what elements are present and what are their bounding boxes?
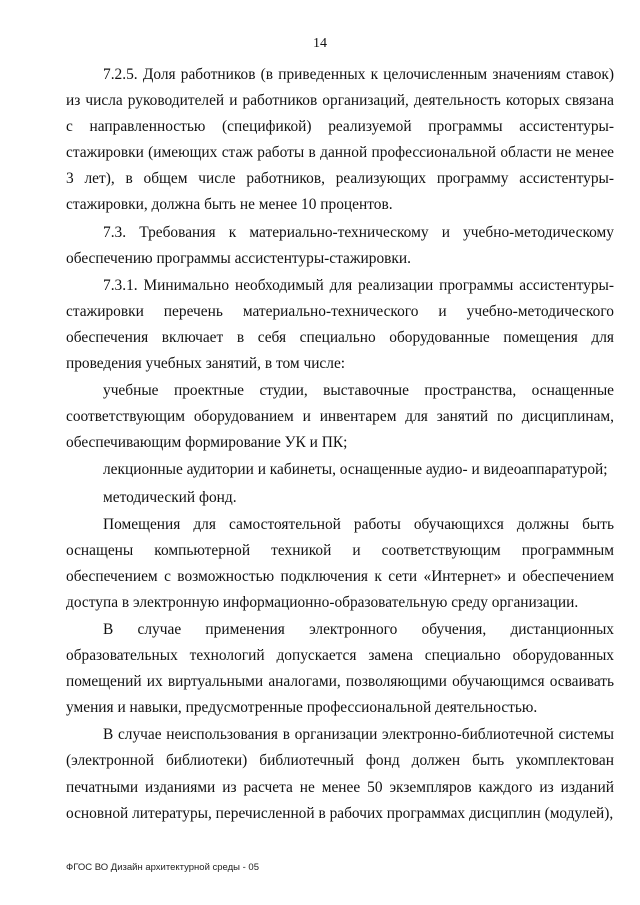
paragraph-library-fund: В случае неиспользования в организации электронно-библиотечной системы (электронной библиотеки) библиотечный фонд должен быть укомплектован печатными изданиями из расчета не менее 50 экземпляров каждого из изданий основной литературы, перечисленной в рабочих программах дисциплин (модулей), [66,726,614,822]
document-footer: ФГОС ВО Дизайн архитектурной среды - 05 [66,862,260,873]
paragraph-7-2-5: 7.2.5. Доля работников (в приведенных к целочисленным значениям ставок) из числа руководителей и работников организаций, деятельность которых связана с направленностью (спецификой) реализуемой программы ассистентуры-стажировки (имеющих стаж работы в данной профессиональной области не менее 3 лет), в общем числе работников, реализующих программу ассистентуры-стажировки, должна быть не менее 10 процентов. [66,66,614,214]
list-item-method-fund: методический фонд. [103,488,237,506]
paragraph-self-study-rooms: Помещения для самостоятельной работы обучающихся должны быть оснащены компьютерной техникой и соответствующим программным обеспечением с возможностью подключения к сети «Интернет» и обеспечением доступа в электронную информационно-образовательную среду организации. [66,515,614,611]
paragraph-e-learning: В случае применения электронного обучения, дистанционных образовательных технологий допускается замена специально оборудованных помещений их виртуальными аналогами, позволяющими обучающимся осваивать умения и навыки, предусмотренные профессиональной деятельностью. [66,620,614,717]
page-number: 14 [313,36,327,51]
list-item-lecture-halls: лекционные аудитории и кабинеты, оснащенные аудио- и видеоаппаратурой; [103,461,608,479]
list-item-studios: учебные проектные студии, выставочные пространства, оснащенные соответствующим оборудованием и инвентарем для занятий по дисциплинам, обеспечивающим формирование УК и ПК; [66,382,614,452]
document-body [66,62,614,827]
paragraph-7-3-1: 7.3.1. Минимально необходимый для реализации программы ассистентуры-стажировки перечень материально-технического и учебно-методического обеспечения включает в себя специально оборудованные помещения для проведения учебных занятий, в том числе: [66,276,614,373]
paragraph-7-3: 7.3. Требования к материально-техническому и учебно-методическому обеспечению программы ассистентуры-стажировки. [66,223,614,267]
